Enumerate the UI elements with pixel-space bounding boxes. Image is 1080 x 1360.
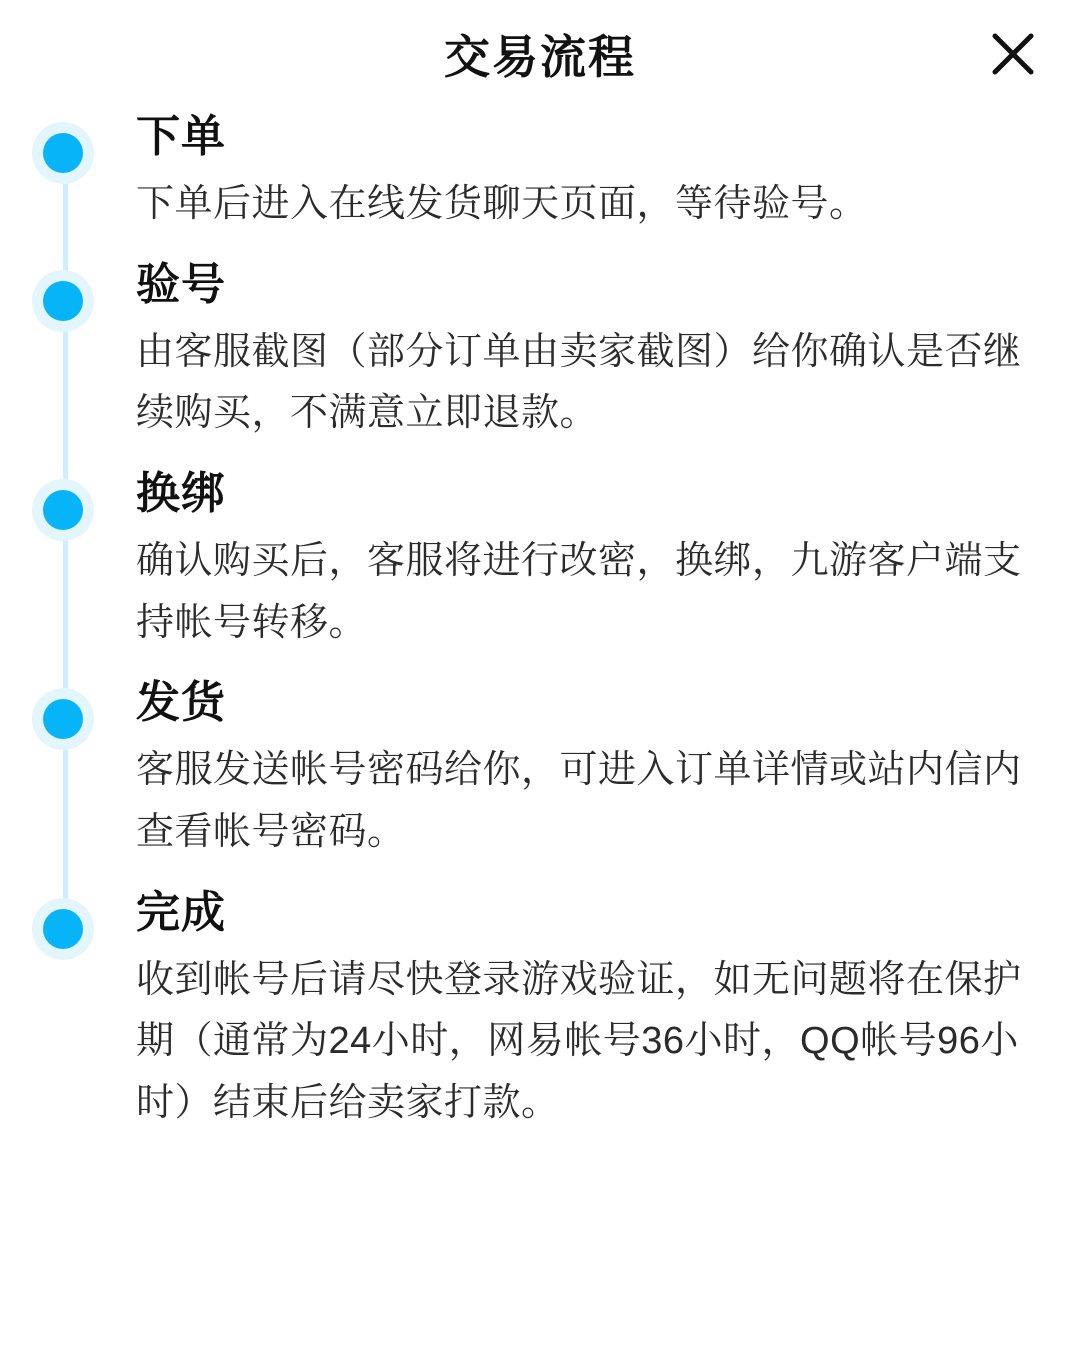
step-dot-icon [32,270,94,332]
step-connector [63,533,68,694]
step-title: 完成 [136,887,226,937]
list-item [0,471,1080,680]
page-title: 交易流程 [444,31,636,83]
step-title: 验号 [136,259,226,309]
list-item [0,887,1080,1161]
list-item [0,259,1080,471]
step-dot-icon [32,479,94,541]
step-title: 下单 [136,112,226,161]
step-description: 下单后进入在线发货聊天页面，等待验号。 [136,183,868,226]
step-description: 确认购买后，客服将进行改密，换绑，九游客户端支持帐号转移。 [136,540,1022,644]
list-item [0,114,1080,262]
step-dot-icon [32,898,94,960]
step-dot-icon [32,688,94,750]
step-title: 换绑 [136,469,226,519]
step-title: 发货 [136,678,226,728]
step-description: 由客服截图（部分订单由卖家截图）给你确认是否继续购买，不满意立即退款。 [136,330,1022,435]
step-connector [63,742,68,903]
steps-list [0,108,1080,1160]
close-icon[interactable] [982,23,1044,85]
list-item [0,680,1080,889]
step-description: 客服发送帐号密码给你，可进入订单详情或站内信内查看帐号密码。 [136,749,1022,854]
sheet-header [0,0,1080,108]
step-description: 收到帐号后请尽快登录游戏验证，如无问题将在保护期（通常为24小时，网易帐号36小时，QQ帐号96小时）结束后给卖家打款。 [136,958,1022,1124]
step-connector [63,324,68,485]
step-dot-icon [32,122,94,184]
